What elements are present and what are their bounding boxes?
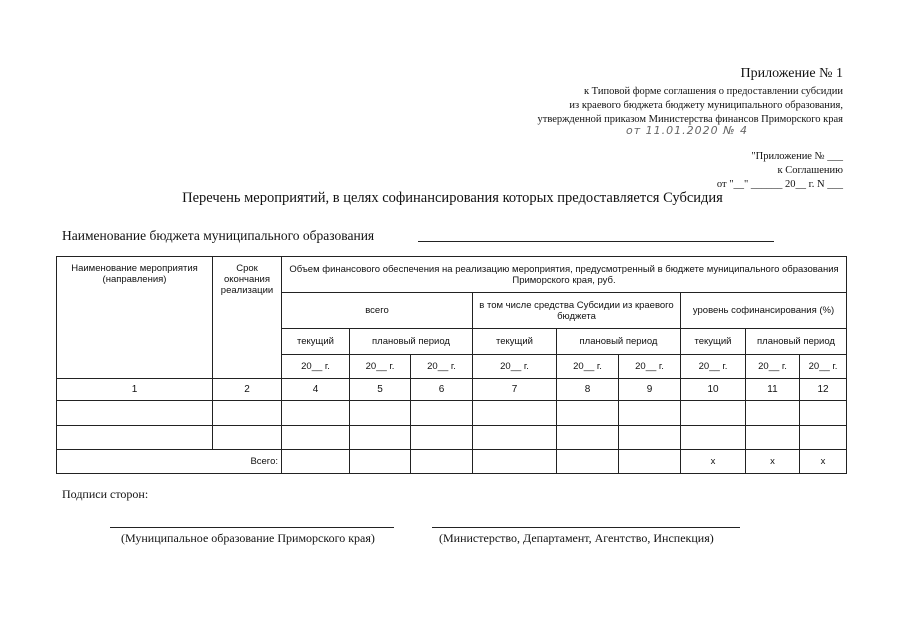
agreement-line-2: к Соглашению [777, 165, 843, 176]
column-number: 10 [681, 379, 746, 401]
page-title: Перечень мероприятий, в целях софинансирования которых предоставляется Субсидия [182, 190, 723, 206]
header-cofinancing-level: уровень софинансирования (%) [681, 293, 847, 329]
table-cell[interactable] [282, 450, 350, 474]
table-cell[interactable] [619, 426, 681, 450]
column-number: 1 [57, 379, 213, 401]
budget-name-field[interactable] [418, 241, 774, 242]
appendix-line-2: из краевого бюджета бюджету муниципального образования, [569, 100, 843, 111]
year-cell: 20__ г. [473, 355, 557, 379]
x-mark: x [681, 450, 746, 474]
table-cell[interactable] [213, 401, 282, 426]
header-volume: Объем финансового обеспечения на реализацию мероприятия, предусмотренный в бюджете муниципального образования Приморского края, руб. [282, 257, 847, 293]
table-cell[interactable] [557, 426, 619, 450]
signature-line-right[interactable] [432, 527, 740, 528]
year-cell: 20__ г. [411, 355, 473, 379]
year-cell: 20__ г. [746, 355, 800, 379]
header-term: Срок окончания реализации [213, 257, 282, 379]
header-subsidy: в том числе средства Субсидии из краевого бюджета [473, 293, 681, 329]
table-cell[interactable] [57, 426, 213, 450]
handwritten-date: от 11.01.2020 № 4 [626, 124, 749, 137]
table-cell[interactable] [746, 401, 800, 426]
year-cell: 20__ г. [557, 355, 619, 379]
appendix-line-1: к Типовой форме соглашения о предоставлении субсидии [583, 86, 843, 97]
appendix-title: Приложение № 1 [740, 66, 843, 81]
column-number: 4 [282, 379, 350, 401]
table-cell[interactable] [800, 401, 847, 426]
table-cell[interactable] [473, 401, 557, 426]
table-row [57, 401, 847, 426]
header-current: текущий [282, 329, 350, 355]
table-cell[interactable] [746, 426, 800, 450]
signature-caption-right: (Министерство, Департамент, Агентство, Инспекция) [439, 531, 714, 545]
signatures-label: Подписи сторон: [62, 487, 149, 501]
column-number: 11 [746, 379, 800, 401]
table-cell[interactable] [619, 401, 681, 426]
header-current: текущий [473, 329, 557, 355]
table-cell[interactable] [619, 450, 681, 474]
column-number: 8 [557, 379, 619, 401]
table-cell[interactable] [350, 426, 411, 450]
column-number: 5 [350, 379, 411, 401]
table-cell[interactable] [557, 401, 619, 426]
total-label: Всего: [57, 450, 282, 474]
table-cell[interactable] [213, 426, 282, 450]
agreement-line-1: "Приложение № ___ [751, 151, 843, 162]
table-cell[interactable] [282, 401, 350, 426]
header-planned: плановый период [746, 329, 847, 355]
header-current: текущий [681, 329, 746, 355]
table-cell[interactable] [681, 426, 746, 450]
table-cell[interactable] [282, 426, 350, 450]
x-mark: x [800, 450, 847, 474]
table-cell[interactable] [473, 450, 557, 474]
year-cell: 20__ г. [619, 355, 681, 379]
budget-label: Наименование бюджета муниципального образования [62, 228, 375, 243]
column-number: 9 [619, 379, 681, 401]
agreement-line-3: от "__" ______ 20__ г. N ___ [716, 179, 843, 190]
table-cell[interactable] [350, 401, 411, 426]
year-cell: 20__ г. [282, 355, 350, 379]
column-number: 6 [411, 379, 473, 401]
total-row [57, 450, 847, 474]
table-cell[interactable] [411, 426, 473, 450]
column-number: 7 [473, 379, 557, 401]
signature-caption-left: (Муниципальное образование Приморского края) [121, 531, 375, 545]
events-table [56, 256, 847, 474]
year-cell: 20__ г. [681, 355, 746, 379]
year-cell: 20__ г. [350, 355, 411, 379]
table-cell[interactable] [57, 401, 213, 426]
table-cell[interactable] [411, 450, 473, 474]
column-number: 12 [800, 379, 847, 401]
header-event-name: Наименование мероприятия (направления) [57, 257, 213, 379]
table-cell[interactable] [411, 401, 473, 426]
table-cell[interactable] [800, 426, 847, 450]
table-cell[interactable] [473, 426, 557, 450]
header-total: всего [282, 293, 473, 329]
table-cell[interactable] [557, 450, 619, 474]
table-cell[interactable] [350, 450, 411, 474]
table-cell[interactable] [681, 401, 746, 426]
appendix-line-3: утвержденной приказом Министерства финансов Приморского края [537, 114, 843, 125]
header-planned: плановый период [557, 329, 681, 355]
header-planned: плановый период [350, 329, 473, 355]
table-row [57, 426, 847, 450]
x-mark: x [746, 450, 800, 474]
year-cell: 20__ г. [800, 355, 847, 379]
signature-line-left[interactable] [110, 527, 394, 528]
column-number: 2 [213, 379, 282, 401]
